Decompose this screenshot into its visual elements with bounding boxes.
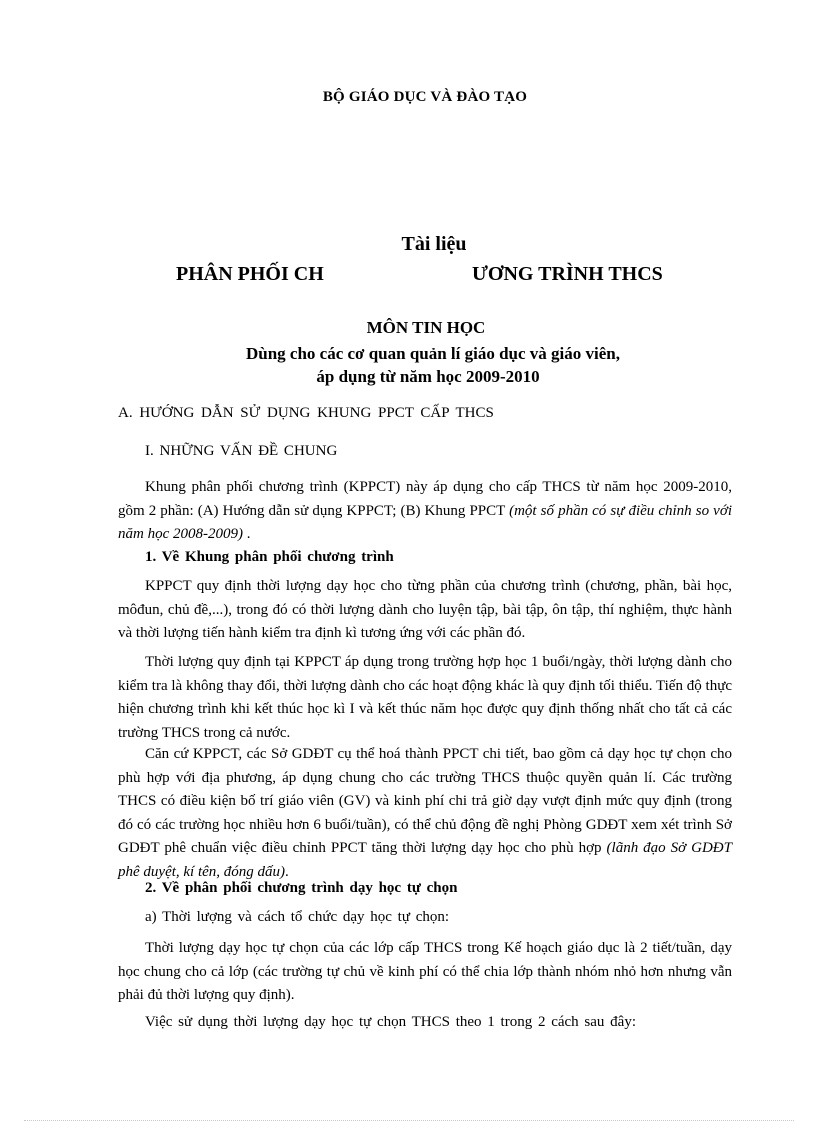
paragraph-5: Việc sử dụng thời lượng dạy học tự chọn THCS theo 1 trong 2 cách sau đây: [145,1014,637,1030]
subsection-2a-heading: a) Thời lượng và cách tổ chức dạy học tự chọn: [145,909,450,925]
subtitle-line-1: Dùng cho các cơ quan quản lí giáo dục và giáo viên, [245,344,621,363]
subsection-2-heading: 2. Về phân phối chương trình dạy học tự chọn [145,880,458,896]
paragraph-3-italic-note: (lãnh đạo Sở GDĐT phê duyệt, kí tên, đóng dấu) [118,840,732,880]
subsection-1-heading: 1. Về Khung phân phối chương trình [145,549,394,565]
paragraph-2: Thời lượng quy định tại KPPCT áp dụng trong trường hợp học 1 buổi/ngày, thời lượng dành cho kiểm tra là không thay đổi, thời lượng dành cho các hoạt động khác là quy định tối thiểu. Tiến độ thực hiện chương trình khi kết thúc học kì I và kết thúc năm học được quy định thống nhất cho tất cả các trường THCS trong cả nước. [118,654,732,741]
paragraph-1: KPPCT quy định thời lượng dạy học cho từng phần của chương trình (chương, phần, bài học, môđun, chủ đề,...), trong đó có thời lượng dành cho luyện tập, bài tập, ôn tập, thí nghiệm, thực hành và thời lượng tiến hành kiểm tra định kì tương ứng với các phần đó. [118,578,732,642]
subject-heading: MÔN TIN HỌC [366,318,486,337]
ministry-header: BỘ GIÁO DỤC VÀ ĐÀO TẠO [322,89,528,105]
paragraph-4: Thời lượng dạy học tự chọn của các lớp cấp THCS trong Kế hoạch giáo dục là 2 tiết/tuần, dạy học chung cho cả lớp (các trường tự chủ về kinh phí có thể chia lớp thành nhóm nhỏ hơn nhưng vẫn phải đủ thời lượng quy định). [118,940,732,1004]
document-title-part2: ƯƠNG TRÌNH THCS [472,263,663,285]
paragraph-3-text: Căn cứ KPPCT, các Sở GDĐT cụ thể hoá thành PPCT chi tiết, bao gồm cả dạy học tự chọn cho phù hợp với địa phương, áp dụng chung cho các trường THCS thuộc quyền quản lí. Các trường THCS có điều kiện bố trí giáo viên (GV) và kinh phí chi trả giờ dạy vượt định mức quy định (trong đó có các trường học nhiều hơn 6 buổi/tuần), có thể chủ động đề nghị Phòng GDĐT xem xét trình Sở GDĐT phê chuẩn việc điều chỉnh PPCT tăng thời lượng dạy học cho phù hợp [118,746,732,857]
section-a-heading: A. HƯỚNG DẪN SỬ DỤNG KHUNG PPCT CẤP THCS [118,405,494,421]
paragraph-3 [118,743,732,885]
intro-text: Khung phân phối chương trình (KPPCT) này áp dụng cho cấp THCS từ năm học 2009-2010, gồm 2 phần: (A) Hướng dẫn sử dụng KPPCT; (B) Khung PPCT [118,479,732,519]
intro-paragraph [118,476,732,547]
section-i-heading: I. NHỮNG VẤN ĐỀ CHUNG [145,443,338,459]
document-label: Tài liệu [401,233,467,255]
subtitle-line-2: áp dụng từ năm học 2009-2010 [316,367,540,386]
intro-end: . [242,526,251,543]
intro-italic-note: (một số phần có sự điều chỉnh so với năm học 2008-2009) [118,502,732,543]
page-bottom-divider [24,1120,794,1121]
paragraph-3-end: . [285,863,289,880]
document-title-part1: PHÂN PHỐI CH [176,263,324,285]
